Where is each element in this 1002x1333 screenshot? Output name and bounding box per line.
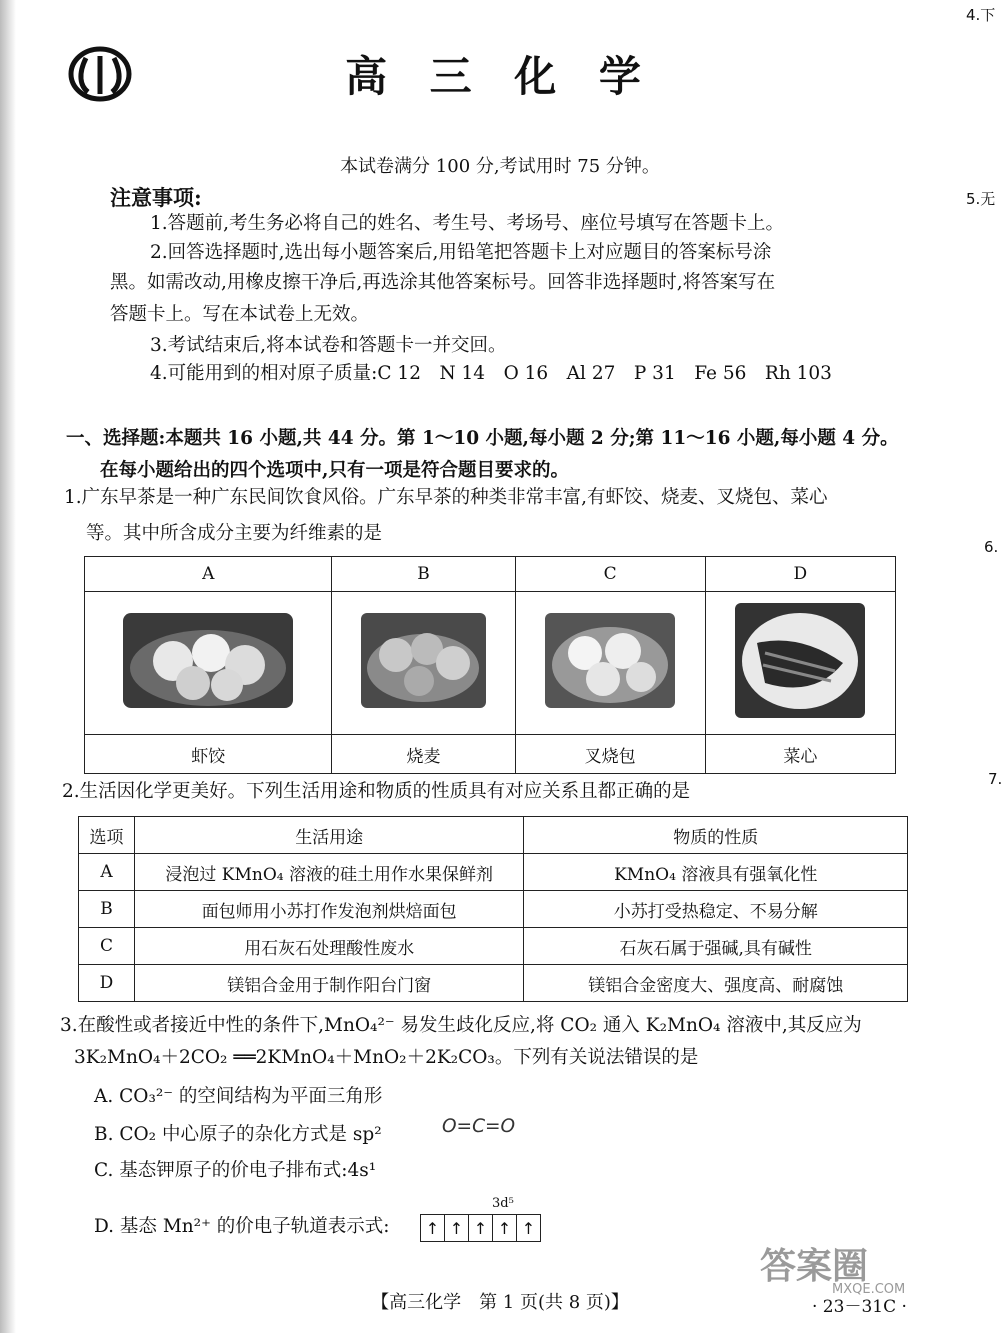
question-3-option-d: D. 基态 Mn²⁺ 的价电子轨道表示式: [94,1216,390,1237]
orbital-label: 3d⁵ [492,1196,514,1211]
note-line: 答题卡上。写在本试卷上无效。 [110,304,370,325]
section-instruction: 在每小题给出的四个选项中,只有一项是符合题目要求的。 [100,460,569,481]
orbital-box: ↑ [493,1215,517,1241]
note-line: 2.回答选择题时,选出每小题答案后,用铅笔把答题卡上对应题目的答案标号涂 [150,242,772,263]
question-3-option-a: A. CO₃²⁻ 的空间结构为平面三角形 [94,1086,383,1107]
table-row: A 浸泡过 KMnO₄ 溶液的硅土用作水果保鲜剂 KMnO₄ 溶液具有强氧化性 [79,854,908,891]
margin-question-number: 5.无 [966,190,996,208]
table-row: D 镁铝合金用于制作阳台门窗 镁铝合金密度大、强度高、耐腐蚀 [79,965,908,1002]
question-3-option-b: B. CO₂ 中心原子的杂化方式是 sp² [94,1124,382,1145]
table-header: 物质的性质 [524,817,908,854]
food-name: 叉烧包 [515,735,705,774]
paper-code: · 23－31C · [812,1297,907,1317]
question-3-stem: 3.在酸性或者接近中性的条件下,MnO₄²⁻ 易发生歧化反应,将 CO₂ 通入 K₂MnO₄ 溶液中,其反应为 [60,1015,862,1036]
char-siu-bun-photo [545,613,675,708]
note-line: 黑。如需改动,用橡皮擦干净后,再选涂其他答案标号。回答非选择题时,将答案写在 [110,272,776,293]
option-header: A [85,557,332,592]
orbital-box: ↑ [469,1215,493,1241]
choy-sum-photo [735,603,865,718]
food-name: 菜心 [705,735,895,774]
orbital-box: ↑ [421,1215,445,1241]
question-1-stem: 1.广东早茶是一种广东民间饮食风俗。广东早茶的种类非常丰富,有虾饺、烧麦、叉烧包、菜心 [64,487,828,508]
section-heading: 一、选择题:本题共 16 小题,共 44 分。第 1～10 小题,每小题 2 分;第 11～16 小题,每小题 4 分。 [66,428,899,449]
question-3-option-c: C. 基态钾原子的价电子排布式:4s¹ [94,1160,377,1181]
watermark-logo: 答案圈 [760,1246,869,1287]
option-header: D [705,557,895,592]
question-3-equation: 3K₂MnO₄＋2CO₂ ══2KMnO₄＋MnO₂＋2K₂CO₃。下列有关说法错误的是 [74,1047,699,1068]
handwritten-note: O=C=O [442,1116,516,1137]
option-header: C [515,557,705,592]
table-header: 生活用途 [134,817,524,854]
note-line: 1.答题前,考生务必将自己的姓名、考生号、考场号、座位号填写在答题卡上。 [150,213,785,234]
question-1-options-table [84,556,896,774]
shrimp-dumpling-photo [123,613,293,708]
food-name: 虾饺 [85,735,332,774]
question-2-table [78,816,908,1002]
question-2-stem: 2.生活因化学更美好。下列生活用途和物质的性质具有对应关系且都正确的是 [62,781,691,802]
page-edge [0,0,16,1333]
orbital-box: ↑ [521,1218,536,1238]
table-row: B 面包师用小苏打作发泡剂烘焙面包 小苏打受热稳定、不易分解 [79,891,908,928]
option-header: B [332,557,515,592]
page-title: 高 三 化 学 [345,52,655,101]
table-header: 选项 [79,817,135,854]
exam-intro: 本试卷满分 100 分,考试用时 75 分钟。 [340,156,660,177]
question-1-stem: 等。其中所含成分主要为纤维素的是 [86,523,383,544]
siu-mai-photo [361,613,486,708]
margin-question-number: 7. [988,770,1002,788]
watermark-url: MXQE.COM [832,1282,906,1297]
note-line: 3.考试结束后,将本试卷和答题卡一并交回。 [150,335,507,356]
note-line: 4.可能用到的相对原子质量:C 12 N 14 O 16 Al 27 P 31 Fe 56 Rh 103 [150,363,832,384]
orbital-diagram [420,1214,541,1242]
notes-heading: 注意事项: [110,185,202,210]
orbital-box: ↑ [445,1215,469,1241]
food-name: 烧麦 [332,735,515,774]
margin-question-number: 4.下 [966,6,996,24]
margin-question-number: 6. [984,538,999,556]
page-footer: 【高三化学 第 1 页(共 8 页)】 [371,1292,629,1313]
table-row: C 用石灰石处理酸性废水 石灰石属于强碱,具有碱性 [79,928,908,965]
